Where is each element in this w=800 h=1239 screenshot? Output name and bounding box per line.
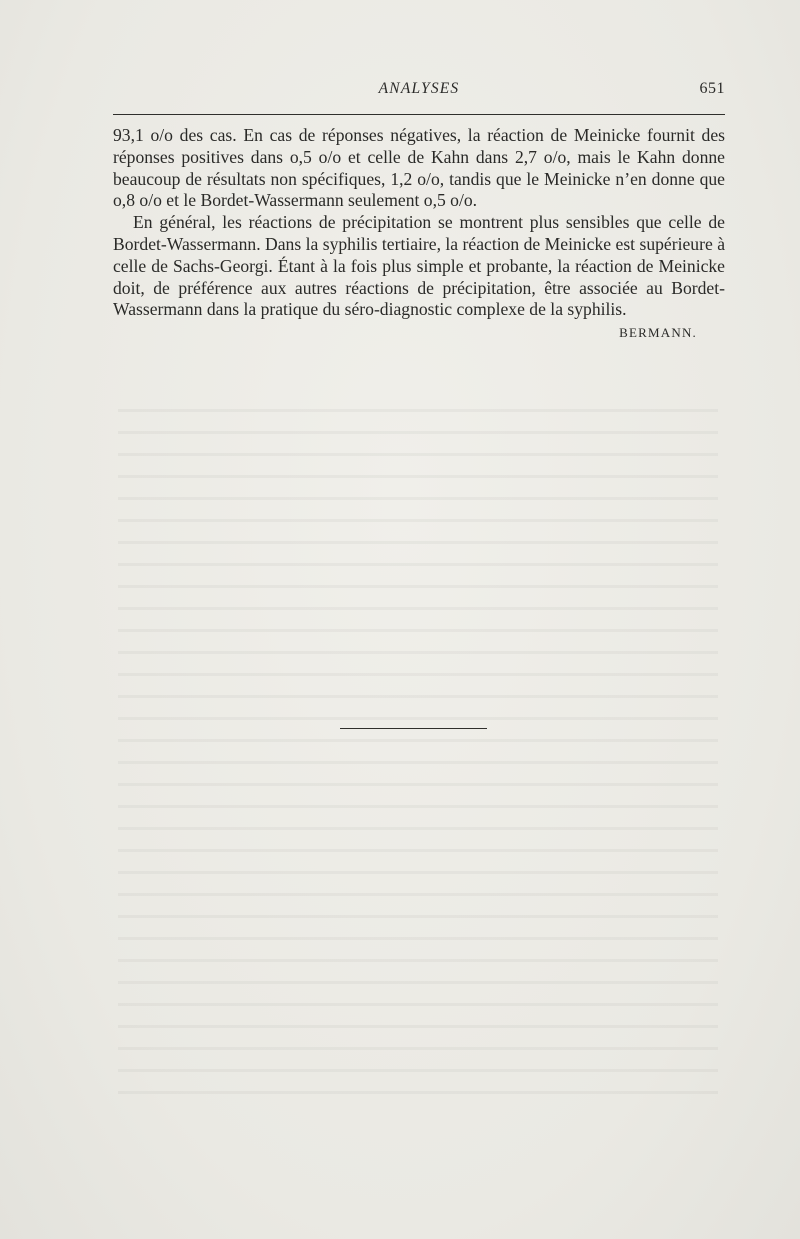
running-head <box>113 80 725 104</box>
header-rule <box>113 114 725 115</box>
page-number: 651 <box>699 80 725 97</box>
paragraph-conclusion: En général, les réactions de précipitation se montrent plus sensibles que celle de Bordet-Wassermann. Dans la syphilis tertiaire, la réaction de Meinicke est supérieure à celle de Sachs-Georgi. Étant à la fois plus simple et probante, la réaction de Meinicke doit, de préférence aux autres réactions de précipitation, être associée au Bordet-Wassermann dans la pratique du séro-diagnostic complexe de la syphilis. <box>113 212 725 320</box>
reverse-side-show-through <box>118 395 718 1095</box>
section-end-rule <box>340 728 487 729</box>
paragraph-continuation: 93,1 o/o des cas. En cas de réponses négatives, la réaction de Meinicke fournit des réponses positives dans o,5 o/o et celle de Kahn dans 2,7 o/o, mais le Kahn donne beaucoup de résultats non spécifiques, 1,2 o/o, tandis que le Meinicke n’en donne que o,8 o/o et le Bordet-Wassermann seulement o,5 o/o. <box>113 125 725 211</box>
article-body <box>113 125 725 344</box>
running-title: ANALYSES <box>378 80 460 97</box>
author-signature: BERMANN. <box>619 325 697 341</box>
